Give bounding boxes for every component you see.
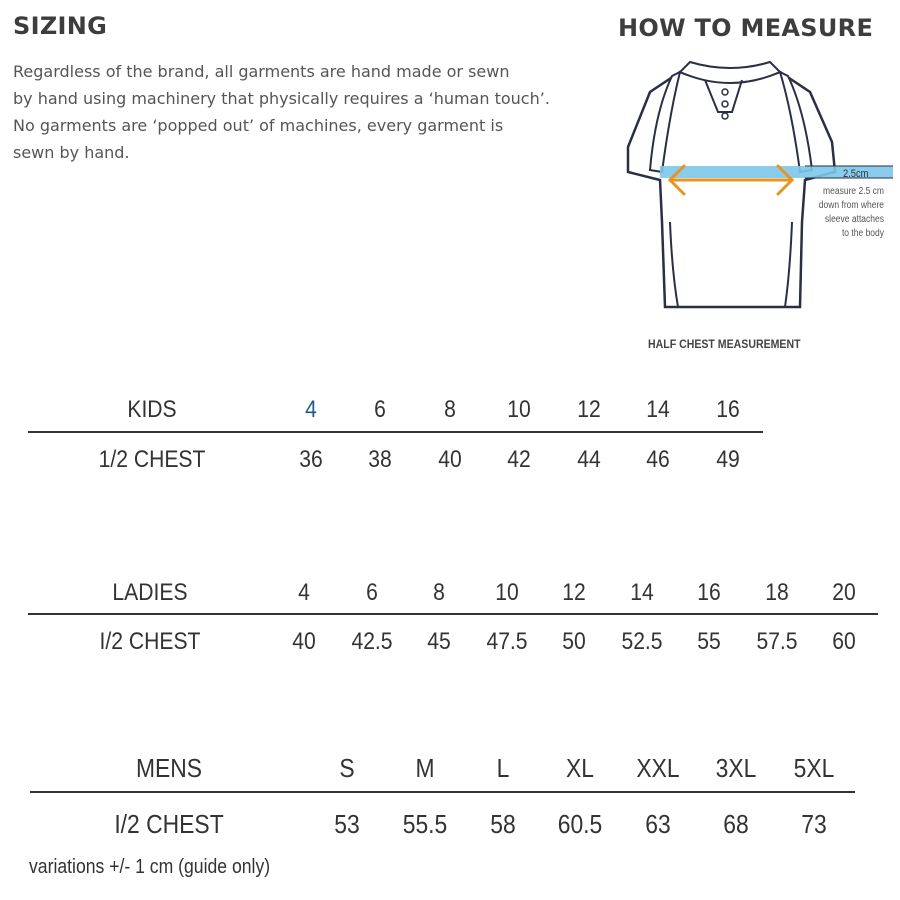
sizing-title: SIZING <box>13 12 108 40</box>
chest-cell: 36 <box>299 446 323 473</box>
chest-cell: 47.5 <box>486 628 528 655</box>
measure-note-line: sleeve attaches <box>824 214 884 225</box>
chest-cell: 52.5 <box>621 628 663 655</box>
chest-cell: 46 <box>646 446 670 473</box>
table-divider <box>30 791 855 793</box>
size-cell: 12 <box>562 579 586 606</box>
size-cell: 6 <box>366 579 378 606</box>
chest-row-label: I/2 CHEST <box>99 628 201 655</box>
chest-cell: 53 <box>334 809 360 839</box>
table-divider <box>28 613 878 615</box>
size-cell: L <box>496 753 510 783</box>
size-cell: 14 <box>646 396 670 423</box>
kids-label: KIDS <box>127 396 177 423</box>
size-cell: XL <box>566 753 594 783</box>
chest-cell: 38 <box>368 446 392 473</box>
footnote: variations +/- 1 cm (guide only) <box>29 856 271 878</box>
size-cell: S <box>339 753 355 783</box>
size-cell: M <box>415 753 435 783</box>
size-cell: 16 <box>716 396 740 423</box>
size-cell: XXL <box>636 753 680 783</box>
size-cell: 5XL <box>793 753 835 783</box>
chest-cell: 73 <box>801 809 827 839</box>
size-cell: 8 <box>444 396 456 423</box>
intro-text <box>13 58 623 166</box>
table-divider <box>28 431 763 433</box>
kids-size-table <box>0 396 900 476</box>
intro-line: sewn by hand. <box>13 143 130 162</box>
chest-cell: 60.5 <box>557 809 603 839</box>
chest-cell: 55 <box>697 628 721 655</box>
measure-label: 2.5cm <box>843 168 869 180</box>
mens-size-row <box>0 753 900 793</box>
chest-cell: 42 <box>507 446 531 473</box>
chest-cell: 68 <box>723 809 749 839</box>
chest-cell: 44 <box>577 446 601 473</box>
chest-cell: 45 <box>427 628 451 655</box>
mens-label: MENS <box>135 753 203 783</box>
chest-cell: 49 <box>716 446 740 473</box>
size-cell: 10 <box>507 396 531 423</box>
ladies-chest-row <box>0 628 900 668</box>
size-cell: 20 <box>832 579 856 606</box>
size-cell: 14 <box>630 579 654 606</box>
size-cell: 6 <box>374 396 386 423</box>
size-cell: 4 <box>298 579 310 606</box>
chest-cell: 40 <box>438 446 462 473</box>
mens-size-table <box>0 753 900 839</box>
chest-cell: 50 <box>562 628 586 655</box>
chest-cell: 55.5 <box>402 809 448 839</box>
ladies-size-table <box>0 579 900 659</box>
chest-cell: 60 <box>832 628 856 655</box>
ladies-label: LADIES <box>112 579 188 606</box>
intro-line: No garments are ‘popped out’ of machines, every garment is <box>13 116 504 135</box>
intro-line: Regardless of the brand, all garments are hand made or sewn <box>13 62 510 81</box>
chest-cell: 58 <box>490 809 516 839</box>
size-cell: 3XL <box>715 753 757 783</box>
kids-chest-row <box>0 446 900 486</box>
how-to-measure-title: HOW TO MEASURE <box>618 14 874 42</box>
chest-cell: 63 <box>645 809 671 839</box>
size-cell: 10 <box>495 579 519 606</box>
size-cell: 18 <box>765 579 789 606</box>
chest-cell: 57.5 <box>756 628 798 655</box>
chest-cell: 40 <box>292 628 316 655</box>
kids-size-row <box>0 396 900 436</box>
shirt-body-outline <box>628 72 835 307</box>
measure-note-line: down from where <box>818 200 884 211</box>
chest-cell: 42.5 <box>351 628 393 655</box>
size-cell: 12 <box>577 396 601 423</box>
mens-chest-row <box>0 809 900 849</box>
measure-note-line: measure 2.5 cm <box>823 186 884 197</box>
chest-row-label: 1/2 CHEST <box>98 446 206 473</box>
size-cell: 16 <box>697 579 721 606</box>
chest-row-label: I/2 CHEST <box>114 809 224 839</box>
size-cell: 4 <box>305 396 317 423</box>
measure-note-line: to the body <box>841 228 884 239</box>
measure-note <box>811 185 884 241</box>
intro-line: by hand using machinery that physically requires a ‘human touch’. <box>13 89 550 108</box>
diagram-caption: HALF CHEST MEASUREMENT <box>648 337 801 351</box>
size-cell: 8 <box>433 579 445 606</box>
